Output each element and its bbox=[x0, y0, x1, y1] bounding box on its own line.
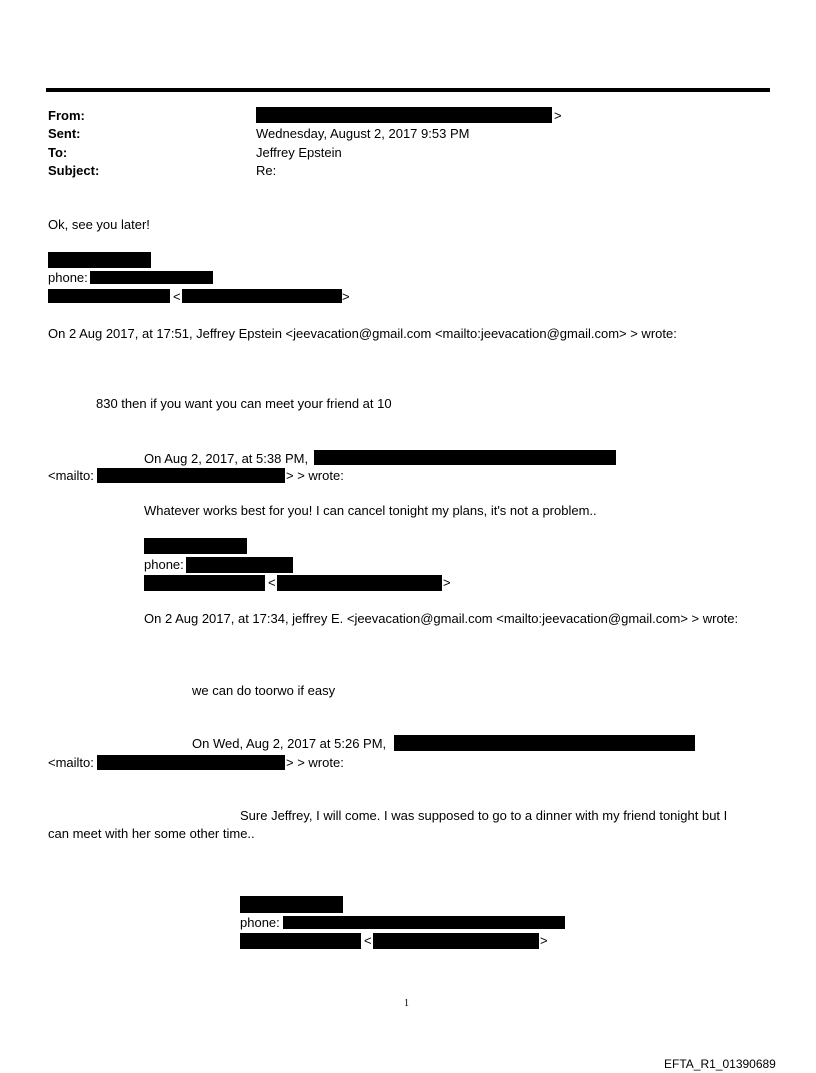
sig1-phone-label: phone: bbox=[48, 270, 88, 285]
quote-header: On 2 Aug 2017, at 17:51, Jeffrey Epstein <jeevacation@gmail.com <mailto:jeevacation@gmail.com> > wrote: bbox=[48, 326, 677, 341]
sent-value: Wednesday, August 2, 2017 9:53 PM bbox=[256, 126, 470, 141]
from-label: From: bbox=[48, 108, 85, 123]
redaction-sig1-phone bbox=[90, 271, 213, 284]
redaction-sig3-phone bbox=[283, 916, 565, 929]
sig2-gt: > bbox=[443, 575, 451, 590]
redaction-sig3-email bbox=[373, 933, 539, 949]
from-suffix: > bbox=[554, 108, 562, 123]
sig2-phone-label: phone: bbox=[144, 557, 184, 572]
mailto-prefix: <mailto: bbox=[48, 468, 94, 483]
sig1-lt: < bbox=[173, 289, 181, 304]
redaction-sig1-title bbox=[48, 289, 170, 303]
message-line: Whatever works best for you! I can cancel tonight my plans, it's not a problem.. bbox=[144, 503, 597, 518]
redaction-quote2-sender bbox=[314, 450, 616, 465]
redaction-sig1-email bbox=[182, 289, 342, 303]
header-rule bbox=[46, 88, 770, 92]
page-number: 1 bbox=[404, 998, 409, 1009]
to-label: To: bbox=[48, 145, 68, 160]
message-line: can meet with her some other time.. bbox=[48, 826, 255, 841]
sig2-lt: < bbox=[268, 575, 276, 590]
redaction-sig3-title bbox=[240, 933, 361, 949]
mailto-suffix: > > wrote: bbox=[286, 468, 344, 483]
quote-header: On Aug 2, 2017, at 5:38 PM, bbox=[144, 451, 309, 466]
subject-value: Re: bbox=[256, 163, 277, 178]
redaction-quote4-sender bbox=[394, 735, 695, 751]
redaction-from bbox=[256, 107, 552, 123]
sent-label: Sent: bbox=[48, 126, 81, 141]
message-line: 830 then if you want you can meet your friend at 10 bbox=[96, 396, 392, 411]
redaction-quote2-email bbox=[97, 468, 285, 483]
sig3-phone-label: phone: bbox=[240, 915, 280, 930]
to-value: Jeffrey Epstein bbox=[256, 145, 342, 160]
redaction-sig3-name bbox=[240, 896, 343, 913]
redaction-sig1-name bbox=[48, 252, 151, 268]
quote-header: On Wed, Aug 2, 2017 at 5:26 PM, bbox=[192, 736, 387, 751]
redaction-sig2-phone bbox=[186, 557, 293, 573]
document-id: EFTA_R1_01390689 bbox=[664, 1057, 776, 1071]
message-line: Sure Jeffrey, I will come. I was supposed to go to a dinner with my friend tonight but I bbox=[240, 808, 728, 823]
redaction-sig2-name bbox=[144, 538, 247, 554]
mailto-prefix: <mailto: bbox=[48, 755, 94, 770]
quote-header: On 2 Aug 2017, at 17:34, jeffrey E. <jeevacation@gmail.com <mailto:jeevacation@gmail.com> > wrote: bbox=[144, 611, 739, 626]
message-line: we can do toorwo if easy bbox=[192, 683, 336, 698]
mailto-suffix: > > wrote: bbox=[286, 755, 344, 770]
sig1-gt: > bbox=[342, 289, 350, 304]
subject-label: Subject: bbox=[48, 163, 100, 178]
sig3-lt: < bbox=[364, 933, 372, 948]
redaction-sig2-email bbox=[277, 575, 442, 591]
redaction-quote4-email bbox=[97, 755, 285, 770]
sig3-gt: > bbox=[540, 933, 548, 948]
redaction-sig2-title bbox=[144, 575, 265, 591]
message-line: Ok, see you later! bbox=[48, 217, 150, 232]
